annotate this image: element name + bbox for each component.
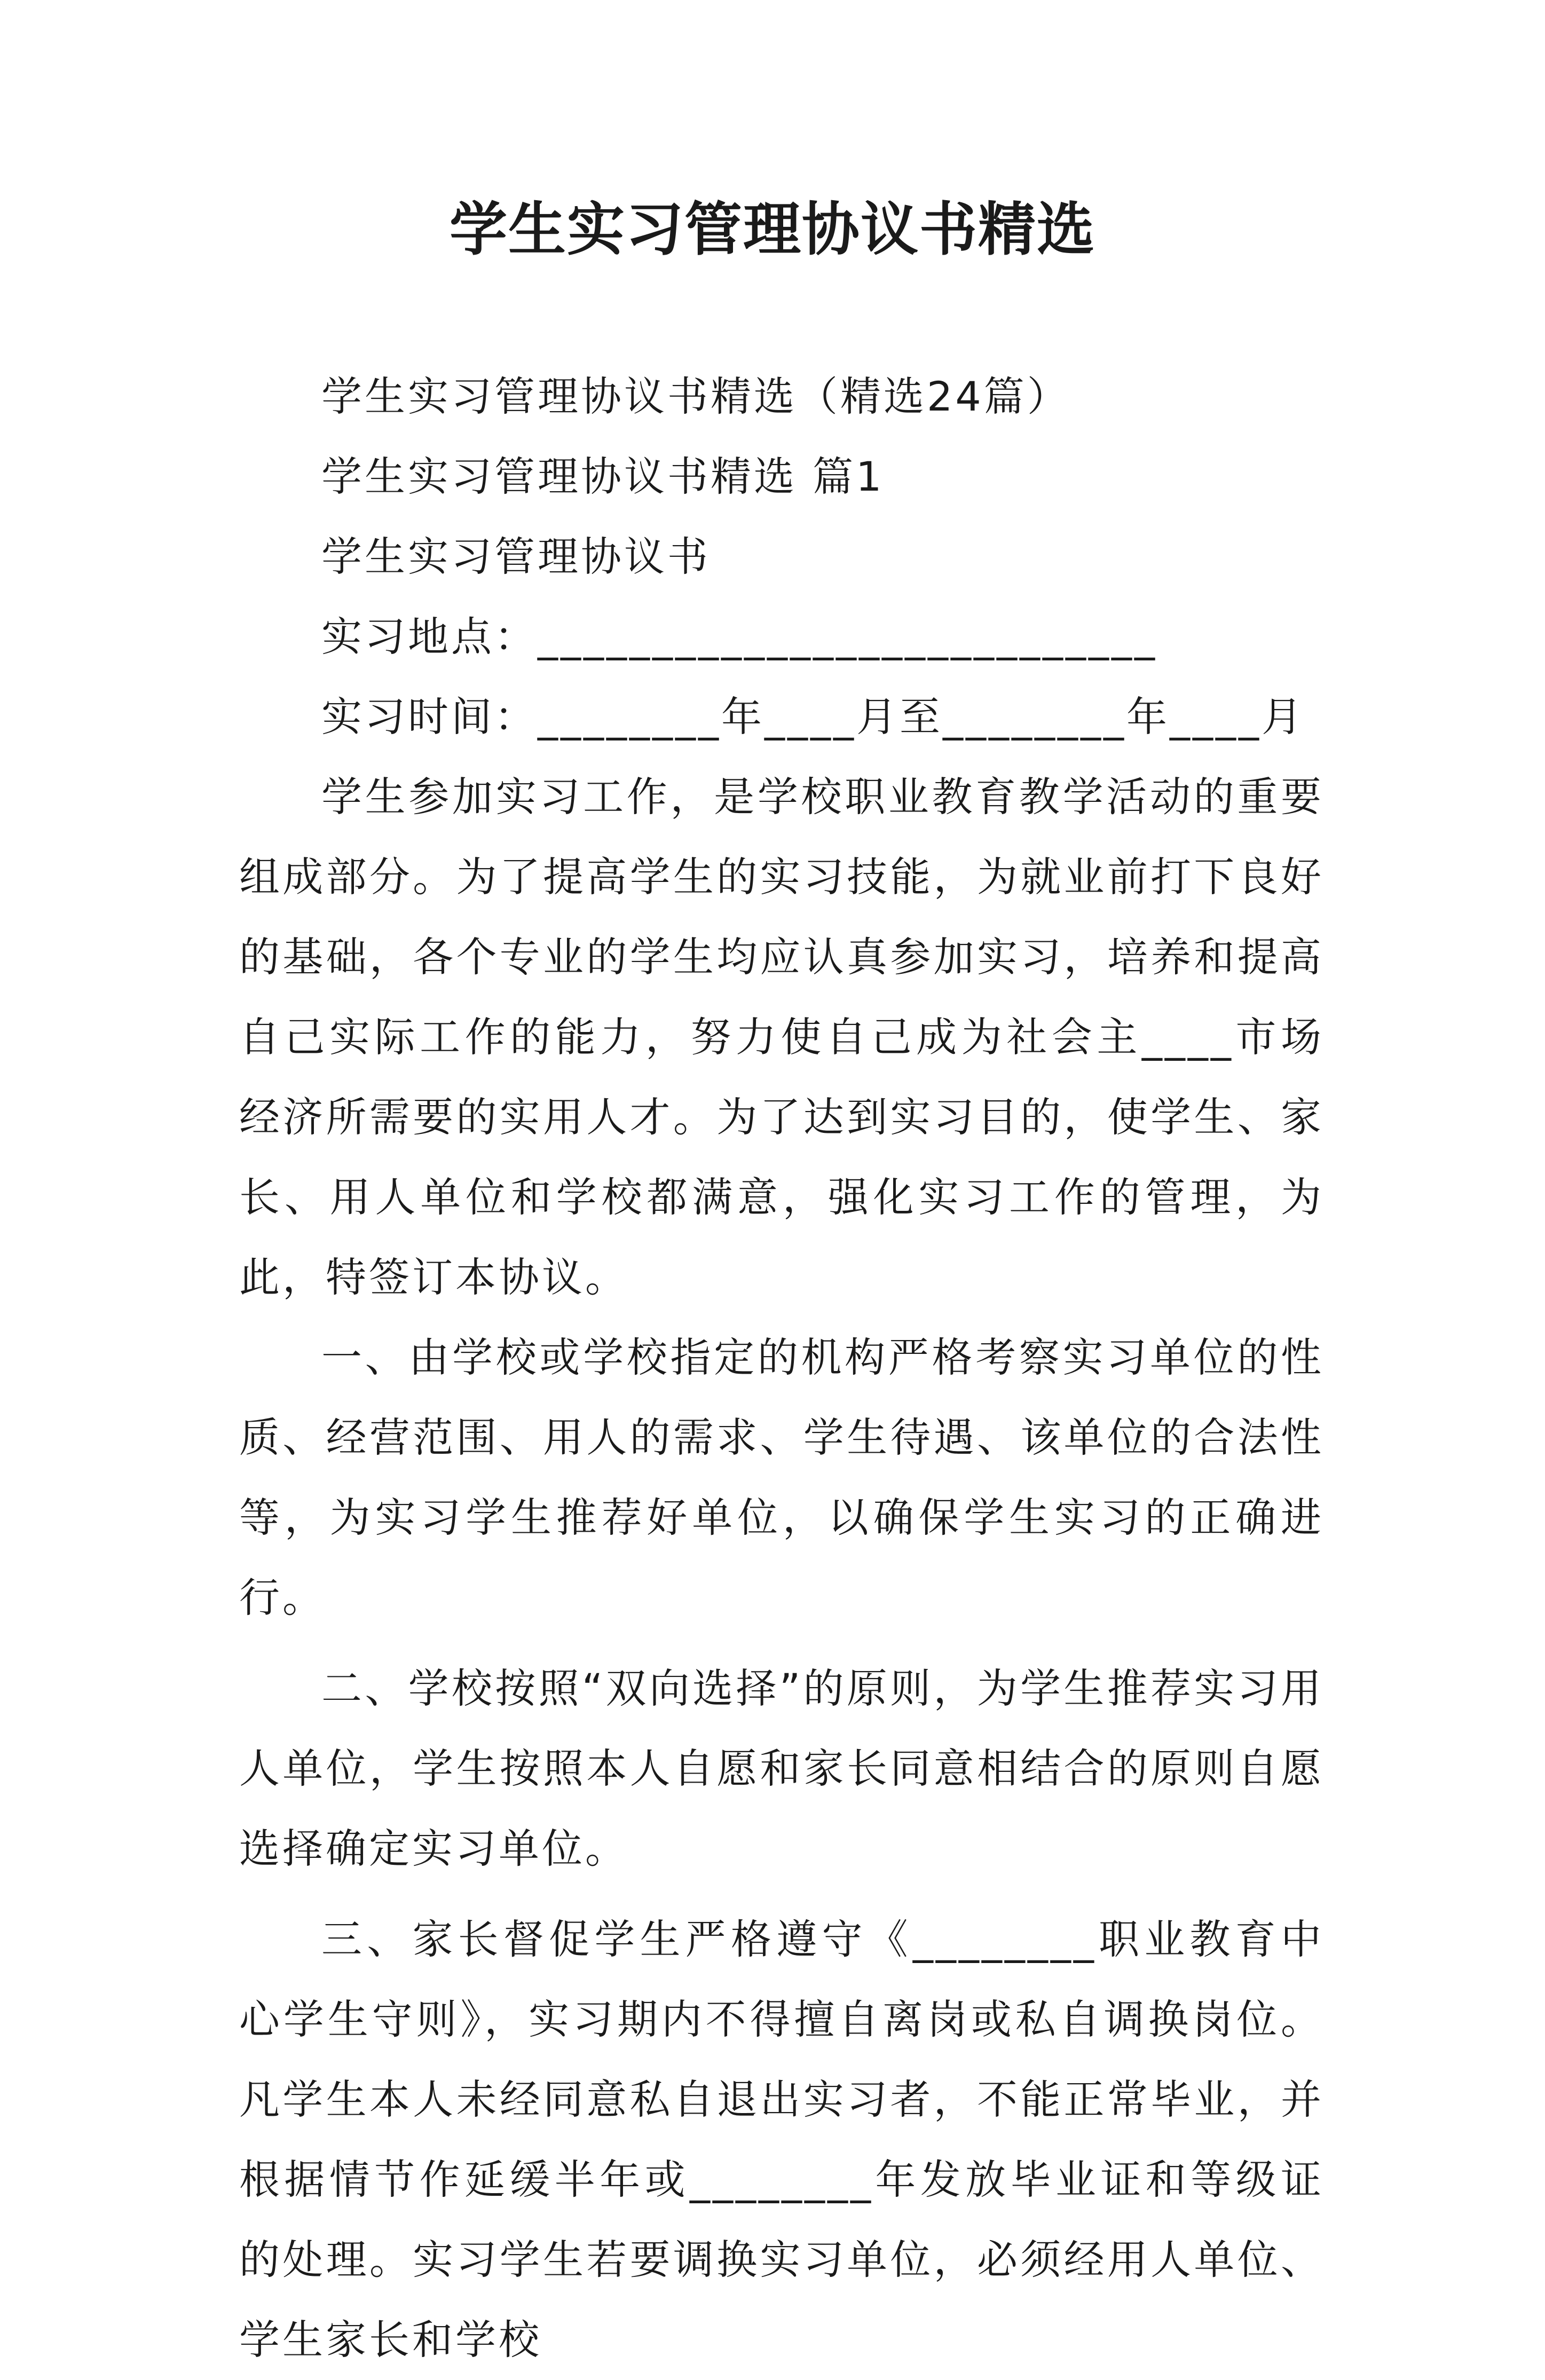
subtitle-line: 学生实习管理协议书精选（精选24篇） — [321, 373, 1070, 420]
internship-location-line: 实习地点：___________________________ — [321, 613, 1157, 660]
document-body — [239, 357, 1324, 2380]
clause-two: 二、学校按照“双向选择”的原则，为学生推荐实习用人单位，学生按照本人自愿和家长同意相结合的原则自愿选择确定实习单位。 — [239, 1665, 1324, 1872]
agreement-heading: 学生实习管理协议书 — [321, 533, 711, 580]
intro-paragraph: 学生参加实习工作，是学校职业教育教学活动的重要组成部分。为了提高学生的实习技能，为就业前打下良好的基础，各个专业的学生均应认真参加实习，培养和提高自己实际工作的能力，努力使自己成为社会主____市场经济所需要的实用人才。为了达到实习目的，使学生、家长、用人单位和学校都满意，强化实习工作的管理，为此，特签订本协议。 — [239, 773, 1324, 1301]
clause-three: 三、家长督促学生严格遵守《________职业教育中心学生守则》，实习期内不得擅自离岗或私自调换岗位。凡学生本人未经同意私自退出实习者，不能正常毕业，并根据情节作延缓半年或________年发放毕业证和等级证的处理。实习学生若要调换实习单位，必须经用人单位、学生家长和学校 — [239, 1916, 1324, 2363]
document-title: 学生实习管理协议书精选 — [449, 196, 1095, 263]
internship-time-line: 实习时间：________年____月至________年____月 — [321, 693, 1305, 740]
clause-one: 一、由学校或学校指定的机构严格考察实习单位的性质、经营范围、用人的需求、学生待遇、该单位的合法性等，为实习学生推荐好单位，以确保学生实习的正确进行。 — [239, 1334, 1324, 1621]
section-heading: 学生实习管理协议书精选 篇1 — [321, 453, 885, 500]
